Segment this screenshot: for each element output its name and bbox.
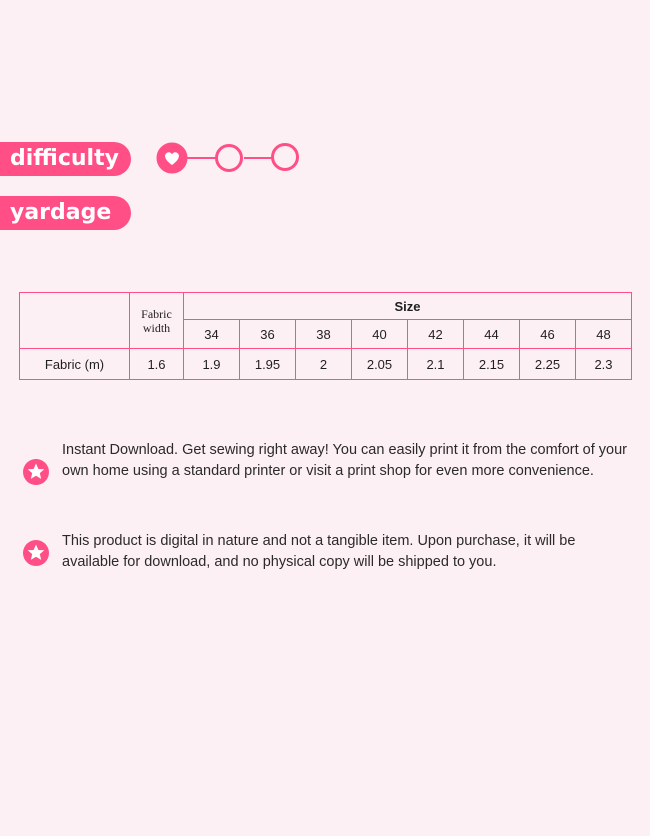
yardage-value: 1.95	[240, 349, 296, 380]
fabric-width-value: 1.6	[130, 349, 184, 380]
yardage-value: 2.1	[408, 349, 464, 380]
star-icon	[22, 458, 50, 486]
yardage-value: 2.15	[464, 349, 520, 380]
difficulty-label: difficulty	[0, 142, 131, 176]
yardage-table-container	[19, 292, 632, 380]
yardage-value: 2.05	[352, 349, 408, 380]
yardage-value: 2	[296, 349, 352, 380]
size-label: 46	[520, 320, 576, 349]
star-icon	[22, 539, 50, 567]
yardage-value: 1.9	[184, 349, 240, 380]
yardage-label: yardage	[0, 196, 131, 230]
difficulty-meter	[156, 142, 302, 174]
row-label: Fabric (m)	[20, 349, 130, 380]
bullet-text: This product is digital in nature and not a tangible item. Upon purchase, it will be available for download, and no physical copy will be shipped to you.	[62, 533, 576, 570]
size-label: 36	[240, 320, 296, 349]
size-label: 34	[184, 320, 240, 349]
size-label: 44	[464, 320, 520, 349]
yardage-table	[19, 292, 632, 380]
yardage-value: 2.3	[576, 349, 632, 380]
size-label: 40	[352, 320, 408, 349]
table-corner-cell	[20, 293, 130, 349]
difficulty-dot-filled	[158, 144, 186, 172]
difficulty-dot-empty	[273, 145, 298, 170]
fabric-width-header: Fabric width	[130, 293, 184, 349]
size-header: Size	[184, 293, 632, 320]
bullet-text: Instant Download. Get sewing right away! You can easily print it from the comfort of your own home using a standard printer or visit a print shop for even more convenience.	[62, 442, 627, 479]
size-label: 48	[576, 320, 632, 349]
size-label: 38	[296, 320, 352, 349]
size-label: 42	[408, 320, 464, 349]
table-row	[20, 349, 632, 380]
yardage-value: 2.25	[520, 349, 576, 380]
difficulty-dot-empty	[217, 146, 242, 171]
